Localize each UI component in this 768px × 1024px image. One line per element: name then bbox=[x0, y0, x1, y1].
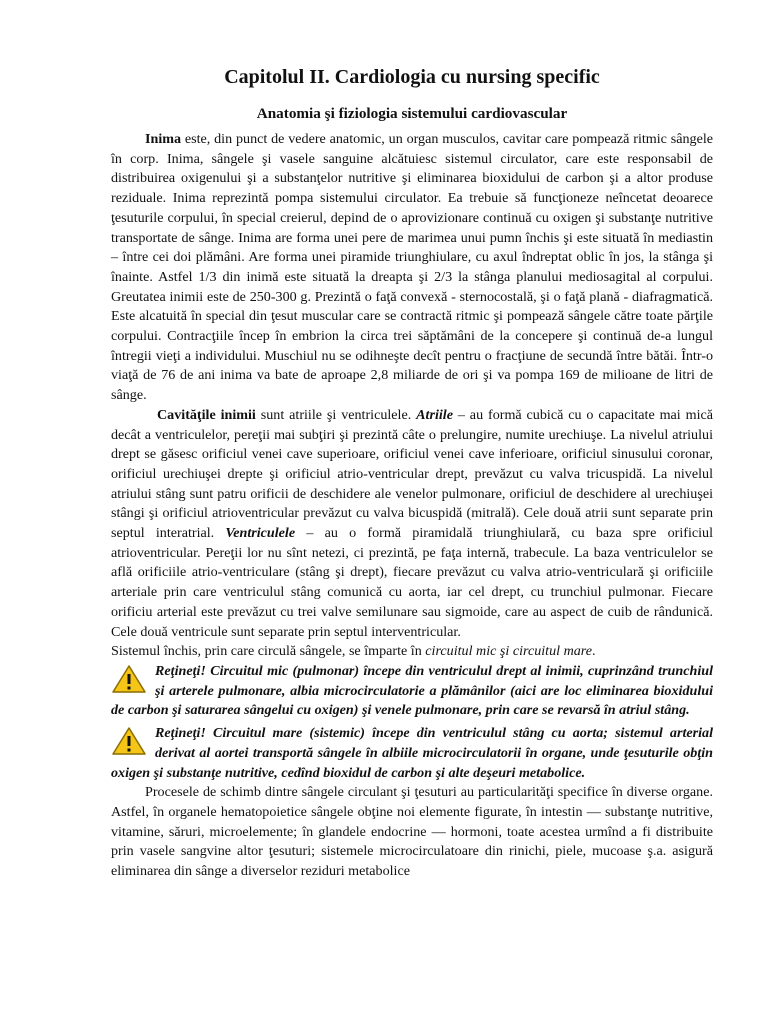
section-title: Anatomia şi fiziologia sistemului cardiovascular bbox=[256, 105, 568, 122]
term-inima: Inima bbox=[145, 131, 182, 147]
term-ventriculele: Ventriculele bbox=[225, 525, 296, 542]
term-circuits: circuitul mic şi circuitul mare bbox=[425, 643, 593, 660]
warning-triangle-icon bbox=[111, 664, 147, 694]
warning-triangle-icon bbox=[111, 726, 147, 756]
note-large-circuit-text: Reţineţi! Circuitul mare (sistemic) începe din ventriculul stâng cu aorta; sistemul arterial derivat al aortei transportă sângele în albiile microcirculatorii în organe, unde ţesuturile obţin oxigen şi substanţe nutritive, cedînd bioxidul de carbon şi alte deşeuri metabolice. bbox=[111, 725, 713, 781]
paragraph-cavities bbox=[111, 406, 713, 642]
paragraph-circulation-end: . bbox=[592, 643, 596, 660]
paragraph-heart bbox=[111, 130, 713, 406]
paragraph-exchange: Procesele de schimb dintre sângele circulant şi ţesuturi au particularităţi specifice în diverse organe. Astfel, în organele hematopoietice sângele obţine noi elemente figurate, în intestin — substanţe nutritive, vitamine, săruri, microelemente; în glandele endocrine — hormoni, toate acestea urmînd a fi distribuite prin vasele sangvine altor ţesuturi; sistemele microcirculatoare din rinichi, piele, mucoase ş.a. asigură eliminarea din sânge a diverselor reziduri metabolice bbox=[111, 784, 713, 880]
paragraph-cavities-text-c: – au o formă piramidală triunghiulară, cu baza spre orificiul atrioventricular. Pereţii lor nu sînt netezi, ci prezintă, pe faţa internă, trabecule. La baza ventriculelor se află orificiile atrio-ventriculare (stâng şi drept), fiecare prevăzut cu valva atrio-ventriculară şi orificiile arteriale prin care ventriculul stâng comunică cu aorta, iar cel drept, cu trunchiul pulmonar. Fiecare orificiu arterial este prevăzut cu trei valve semilunare sau sigmoide, care au aspect de cuib de rândunică. Cele două ventricule sunt separate prin septul interventricular. bbox=[111, 525, 713, 640]
paragraph-cavities-text-a: sunt atriile şi ventriculele. bbox=[255, 406, 417, 423]
paragraph-circulation-text: Sistemul închis, prin care circulă sângele, se împarte în bbox=[111, 643, 426, 660]
note-small-circuit-text: Reţineţi! Circuitul mic (pulmonar) începe din ventriculul drept al inimii, cuprinzând trunchiul şi arterele pulmonare, albia microcirculatorie a plămânilor (aici are loc eliminarea bioxidului de carbon şi saturarea sângelui cu oxigen) şi venele pulmonare, prin care se revarsă în atriul stâng. bbox=[111, 662, 713, 719]
term-cavitatile-inimii: Cavităţile inimii bbox=[157, 406, 256, 423]
paragraph-circulation bbox=[111, 642, 713, 662]
note-small-circuit bbox=[111, 662, 713, 721]
chapter-title: Capitolul II. Cardiologia cu nursing specific bbox=[224, 66, 600, 88]
term-atriile: Atriile bbox=[416, 406, 453, 423]
note-large-circuit bbox=[111, 724, 713, 783]
paragraph-cavities-text-b: – au formă cubică cu o capacitate mai mică decât a ventriculelor, pereţii mai subţiri şi prezintă câte o prelungire, numite urechiuşe. La nivelul atriului drept se găsesc orificiul venei cave superioare, orificiul venei cave inferioare, orificiul sinusului coronar, orificiul urechiuşei drepte şi orificiul atrio-ventricular drept, prevăzut cu valva tricuspidă. La nivelul atriului stâng sunt patru orificii de deschidere ale venelor pulmonare, orificiul de deschidere al urechiuşei stângi şi orificiul atrioventricular prevăzut cu valva bicuspidă (mitrală). Cele două atrii sunt separate prin septul interatrial. bbox=[111, 406, 714, 542]
paragraph-heart-text: este, din punct de vedere anatomic, un organ musculos, cavitar care pompează ritmic sângele în corp. Inima, sângele şi vasele sanguine alcătuiesc sistemul circulator, care este responsabil de distribuirea oxigenului şi a substanţelor nutritive şi eliminarea bioxidului de carbon şi a altor produse reziduale. Inima reprezintă pompa sistemului circulator. Ea trebuie să funcţioneze neîncetat deoarece ţesuturile corpului, în special creierul, depind de o aprovizionare continuă cu oxigen şi substanţe nutritive transportate de sânge. Inima are forma unei pere de marimea unui pumn închis şi este situată în mediastin – între cei doi plămâni. Are forma unei piramide triunghiulare, cu axul îndreptat oblic în jos, la stânga şi înainte. Astfel 1/3 din inimă este situată la dreapta şi 2/3 la stânga planului mediosagital al corpului. Greutatea inimii este de 250-300 g. Prezintă o faţă convexă - sternocostală, şi o faţă plană - diafragmatică. Este alcatuită în special din ţesut muscular care se contractă ritmic şi pompează sângele către toate părţile corpului. Contracţiile încep în embrion la circa trei săptămâni de la concepere şi continuă de-a lungul întregii vieţi a individului. Muschiul nu se odihneşte decît pentru o fracţiune de secundă între bătăi. Într-o viaţă de 76 de ani inima va bate de aproape 2,8 miliarde de ori şi va pompa 169 de milioane de litri de sânge. bbox=[111, 131, 713, 404]
document-page bbox=[111, 64, 713, 882]
